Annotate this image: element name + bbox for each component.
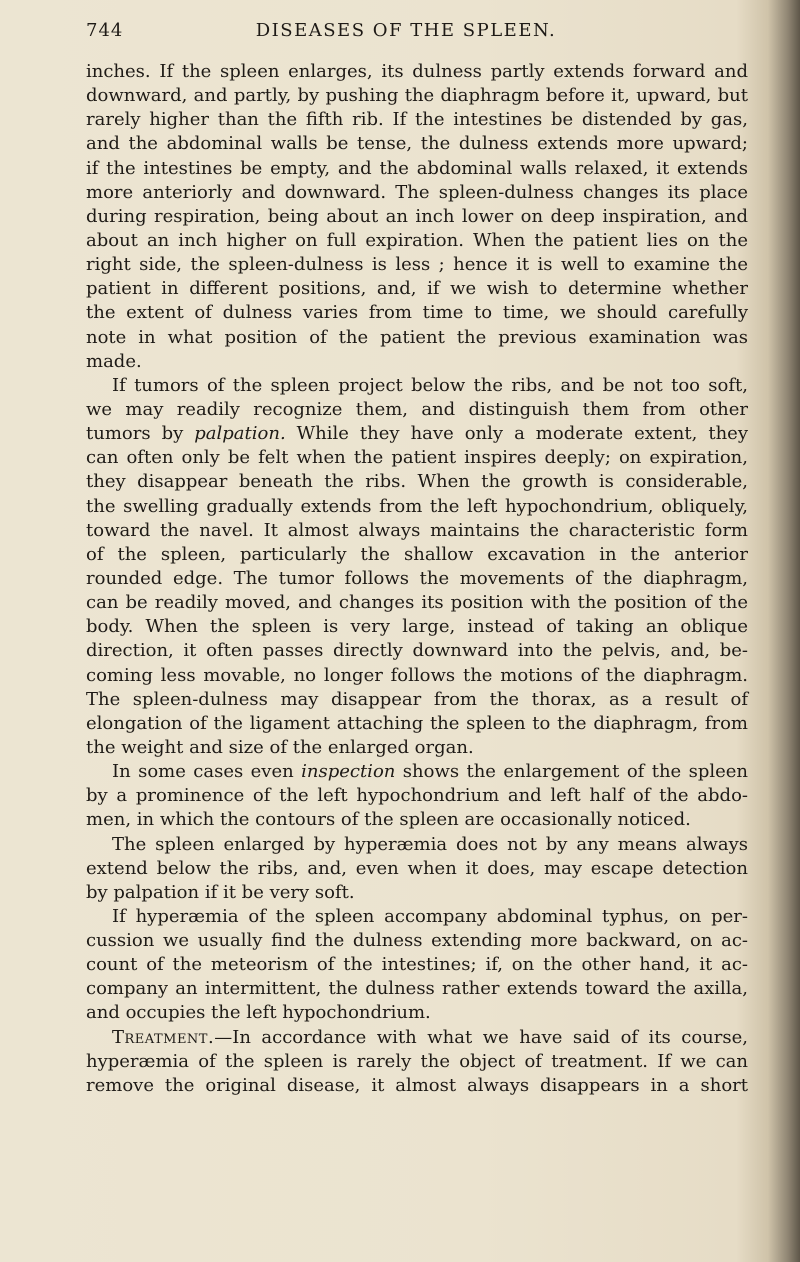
line-text: body. When the spleen is very large, instead of taking an oblique	[86, 616, 748, 638]
line-text: patient in different positions, and, if we wish to determine whether	[86, 278, 748, 300]
line-text: note in what position of the patient the previous examination was	[86, 326, 748, 348]
text-line	[86, 132, 748, 156]
line-text: the weight and size of the enlarged organ.	[86, 736, 474, 758]
line-text: during respiration, being about an inch lower on deep inspiration, and	[86, 205, 748, 227]
line-text: elongation of the ligament attaching the spleen to the diaphragm, from	[86, 712, 748, 734]
text-line	[86, 1001, 748, 1025]
line-text: cussion we usually find the dulness extending more backward, on ac-	[86, 930, 748, 952]
page-number: 744	[86, 20, 124, 41]
text-line	[86, 664, 748, 688]
text-line	[86, 301, 748, 325]
running-title: DISEASES OF THE SPLEEN.	[255, 20, 557, 41]
line-text: can be readily moved, and changes its position with the position of the	[86, 592, 748, 614]
line-text: In some cases even	[112, 761, 302, 783]
text-line	[86, 639, 748, 663]
text-line	[86, 833, 748, 857]
body-text	[86, 60, 748, 1098]
text-line	[86, 1074, 748, 1098]
line-text: If hyperæmia of the spleen accompany abdominal typhus, on per-	[112, 905, 748, 927]
text-line	[86, 519, 748, 543]
line-text: remove the original disease, it almost always disappears in a short	[86, 1074, 748, 1096]
text-line	[86, 929, 748, 953]
text-line	[86, 953, 748, 977]
line-text: of the spleen, particularly the shallow excavation in the anterior	[86, 543, 748, 565]
line-text-tail: —In accordance with what we have said of its course,	[214, 1026, 748, 1048]
text-line	[86, 470, 748, 494]
text-line	[86, 60, 748, 84]
line-text: and occupies the left hypochondrium.	[86, 1002, 431, 1024]
line-text: the extent of dulness varies from time to time, we should carefully	[86, 302, 748, 324]
text-line	[86, 350, 748, 374]
text-line	[86, 905, 748, 929]
text-line	[86, 857, 748, 881]
line-text: if the intestines be empty, and the abdominal walls relaxed, it extends	[86, 157, 748, 179]
line-text: toward the navel. It almost always maintains the characteristic form	[86, 519, 748, 541]
line-text: rarely higher than the fifth rib. If the intestines be distended by gas,	[86, 109, 748, 131]
text-line	[86, 326, 748, 350]
text-line	[86, 181, 748, 205]
line-text: inches. If the spleen enlarges, its dulness partly extends forward and	[86, 61, 748, 82]
line-text: coming less movable, no longer follows the motions of the diaphragm.	[86, 664, 748, 686]
text-line	[86, 108, 748, 132]
line-text-tail: shows the enlargement of the spleen	[395, 761, 749, 783]
line-text: count of the meteorism of the intestines; if, on the other hand, it ac-	[86, 954, 748, 976]
line-text: by a prominence of the left hypochondrium and left half of the abdo-	[86, 785, 748, 807]
text-line	[86, 398, 748, 422]
text-line	[86, 495, 748, 519]
text-line	[86, 760, 748, 784]
text-line	[86, 157, 748, 181]
line-text: extend below the ribs, and, even when it does, may escape detection	[86, 857, 748, 879]
line-text: tumors by	[86, 423, 195, 445]
line-text: men, in which the contours of the spleen are occasionally noticed.	[86, 809, 691, 831]
line-text: we may readily recognize them, and distinguish them from other	[86, 398, 748, 420]
text-line	[86, 229, 748, 253]
line-text: right side, the spleen-dulness is less ; hence it is well to examine the	[86, 254, 748, 276]
text-line	[86, 253, 748, 277]
line-text: company an intermittent, the dulness rather extends toward the axilla,	[86, 978, 748, 1000]
text-line	[86, 374, 748, 398]
line-text: hyperæmia of the spleen is rarely the object of treatment. If we can	[86, 1050, 748, 1072]
text-line	[86, 1050, 748, 1074]
text-line	[86, 205, 748, 229]
text-line	[86, 543, 748, 567]
text-line	[86, 615, 748, 639]
emphasis-text: palpation.	[194, 423, 286, 445]
text-line	[86, 736, 748, 760]
section-heading: Treatment.	[112, 1026, 215, 1048]
text-line	[86, 591, 748, 615]
text-line	[86, 567, 748, 591]
line-text: If tumors of the spleen project below the ribs, and be not too soft,	[112, 374, 748, 396]
line-text: made.	[86, 350, 142, 372]
emphasis-text: inspection	[301, 761, 396, 783]
page-header	[86, 20, 726, 50]
line-text: more anteriorly and downward. The spleen-dulness changes its place	[86, 181, 748, 203]
line-text: The spleen enlarged by hyperæmia does not by any means always	[112, 833, 748, 855]
line-text: can often only be felt when the patient inspires deeply; on expiration,	[86, 447, 748, 469]
text-line	[86, 422, 748, 446]
text-line	[86, 84, 748, 108]
text-line	[86, 446, 748, 470]
line-text: direction, it often passes directly downward into the pelvis, and, be-	[86, 640, 748, 662]
text-line	[86, 881, 748, 905]
text-line	[86, 784, 748, 808]
text-line	[86, 277, 748, 301]
line-text: downward, and partly, by pushing the diaphragm before it, upward, but	[86, 85, 748, 107]
text-line	[86, 1026, 748, 1050]
line-text: the swelling gradually extends from the left hypochondrium, obliquely,	[86, 495, 748, 517]
text-line	[86, 808, 748, 832]
text-line	[86, 712, 748, 736]
line-text: The spleen-dulness may disappear from the thorax, as a result of	[86, 688, 748, 710]
text-line	[86, 977, 748, 1001]
line-text: they disappear beneath the ribs. When the growth is considerable,	[86, 471, 748, 493]
line-text: rounded edge. The tumor follows the movements of the diaphragm,	[86, 567, 748, 589]
line-text-tail: While they have only a moderate extent, they	[285, 423, 748, 445]
line-text: by palpation if it be very soft.	[86, 881, 355, 903]
text-line	[86, 688, 748, 712]
line-text: about an inch higher on full expiration. When the patient lies on the	[86, 229, 748, 251]
line-text: and the abdominal walls be tense, the dulness extends more upward;	[86, 133, 748, 155]
